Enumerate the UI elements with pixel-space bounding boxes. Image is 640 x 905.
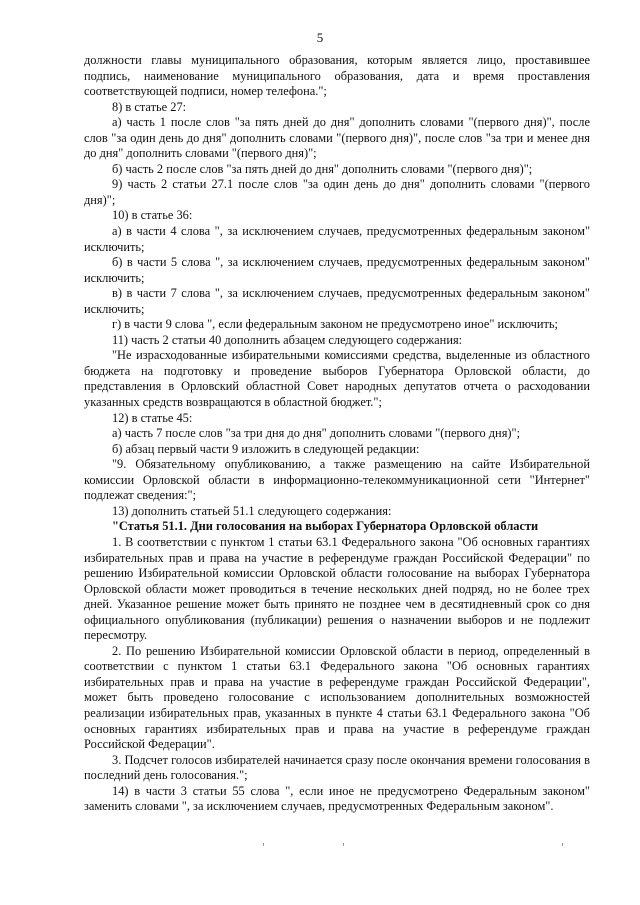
paragraph-text: б) часть 2 после слов "за пять дней до дня" дополнить словами "(первого дня)"; [112, 161, 533, 176]
paragraph [84, 317, 590, 333]
paragraph [84, 333, 590, 349]
paragraph-text: должности главы муниципального образования, которым является лицо, проставившее подпись, наименование муниципального образования, дата и время проставления соответствующей подписи, номер телефона."; [84, 53, 590, 99]
paragraph-text: а) часть 7 после слов "за три дня до дня" дополнить словами "(первого дня)"; [112, 426, 521, 441]
paragraph [84, 411, 590, 427]
paragraph-text: 13) дополнить статьей 51.1 следующего содержания: [112, 503, 392, 518]
paragraph [84, 255, 590, 286]
paragraph-text: 10) в статье 36: [112, 208, 193, 223]
paragraph-text: "9. Обязательному опубликованию, а также размещению на сайте Избирательной комиссии Орловской области в информационно-телекоммуникационной сети "Интернет" подлежат сведения:"; [84, 457, 590, 503]
paragraph-text: б) абзац первый части 9 изложить в следующей редакции: [112, 441, 420, 456]
scan-artifact [343, 843, 344, 846]
paragraph-text: а) часть 1 после слов "за пять дней до дня" дополнить словами "(первого дня)", после слов "за один день до дня" дополнить словами "(первого дня)", после слов "за три и менее дня до дня" дополнить словами "(первого дня)"; [84, 115, 590, 161]
paragraph [84, 224, 590, 255]
paragraph-text: г) в части 9 слова ", если федеральным законом не предусмотрено иное" исключить; [112, 317, 558, 332]
paragraph [84, 457, 590, 504]
scan-artifact [263, 843, 264, 846]
paragraph [84, 208, 590, 224]
paragraph-text: в) в части 7 слова ", за исключением случаев, предусмотренных федеральным законом" исключить; [84, 286, 590, 316]
paragraph [84, 100, 590, 116]
page-number: 5 [316, 30, 324, 45]
paragraph-text: 11) часть 2 статьи 40 дополнить абзацем следующего содержания: [112, 332, 463, 347]
paragraph-text: а) в части 4 слова ", за исключением случаев, предусмотренных федеральным законом" исключить; [84, 224, 590, 254]
paragraph-text: 12) в статье 45: [112, 410, 193, 425]
paragraph [84, 504, 590, 520]
paragraph [84, 115, 590, 162]
paragraph-text: "Не израсходованные избирательными комиссиями средства, выделенные из областного бюджета на подготовку и проведение выборов Губернатора Орловской области, до представления в Орловский областной Совет народных депутатов отчета о расходовании указанных средств возвращаются в областной бюджет."; [84, 348, 590, 410]
paragraph [84, 644, 590, 753]
paragraph [84, 177, 590, 208]
paragraph [84, 162, 590, 178]
paragraph [84, 753, 590, 784]
paragraph [84, 442, 590, 458]
paragraph-text: 14) в части 3 статьи 55 слова ", если иное не предусмотрено Федеральным законом" заменить словами ", за исключением случаев, предусмотренных Федеральным законом". [84, 783, 590, 814]
paragraph-text: 8) в статье 27: [112, 99, 187, 114]
paragraph [84, 426, 590, 442]
paragraph [84, 286, 590, 317]
paragraph-text: 1. В соответствии с пунктом 1 статьи 63.1 Федерального закона "Об основных гарантиях избирательных прав и права на участие в референдуме граждан Российской Федерации" по решению Избирательной комиссии Орловской области голосование на выборах Губернатора Орловской области может проводиться в течение нескольких дней подряд, но не более трех дней. Указанное решение может быть принято не позднее чем в десятидневный срок со дня официального опубликования (публикации) решения о назначении выборов и не подлежит пересмотру. [84, 534, 590, 643]
paragraph-text: 3. Подсчет голосов избирателей начинается сразу после окончания времени голосования в последний день голосования."; [84, 752, 590, 783]
document-body [84, 53, 590, 815]
paragraph-text: б) в части 5 слова ", за исключением случаев, предусмотренных федеральным законом" исключить; [84, 255, 590, 285]
paragraph-text: 2. По решению Избирательной комиссии Орловской области в период, определенный в соответствии с пунктом 1 статьи 63.1 Федерального закона "Об основных гарантиях избирательных прав и права на участие в референдуме граждан Российской Федерации", может быть проведено голосование с использованием дополнительных возможностей реализации избирательных прав, указанных в пункте 4 статьи 63.1 Федерального закона "Об основных гарантиях избирательных прав и права на участие в референдуме граждан Российской Федерации". [84, 643, 590, 752]
scan-artifact [562, 843, 563, 846]
paragraph [84, 535, 590, 644]
paragraph [84, 348, 590, 410]
paragraph [84, 53, 590, 100]
paragraph-text: 9) часть 2 статьи 27.1 после слов "за один день до дня" дополнить словами "(первого дня)"; [84, 177, 590, 207]
article-heading [84, 519, 590, 535]
paragraph [84, 784, 590, 815]
paragraph-text: "Статья 51.1. Дни голосования на выборах Губернатора Орловской области [112, 519, 539, 534]
